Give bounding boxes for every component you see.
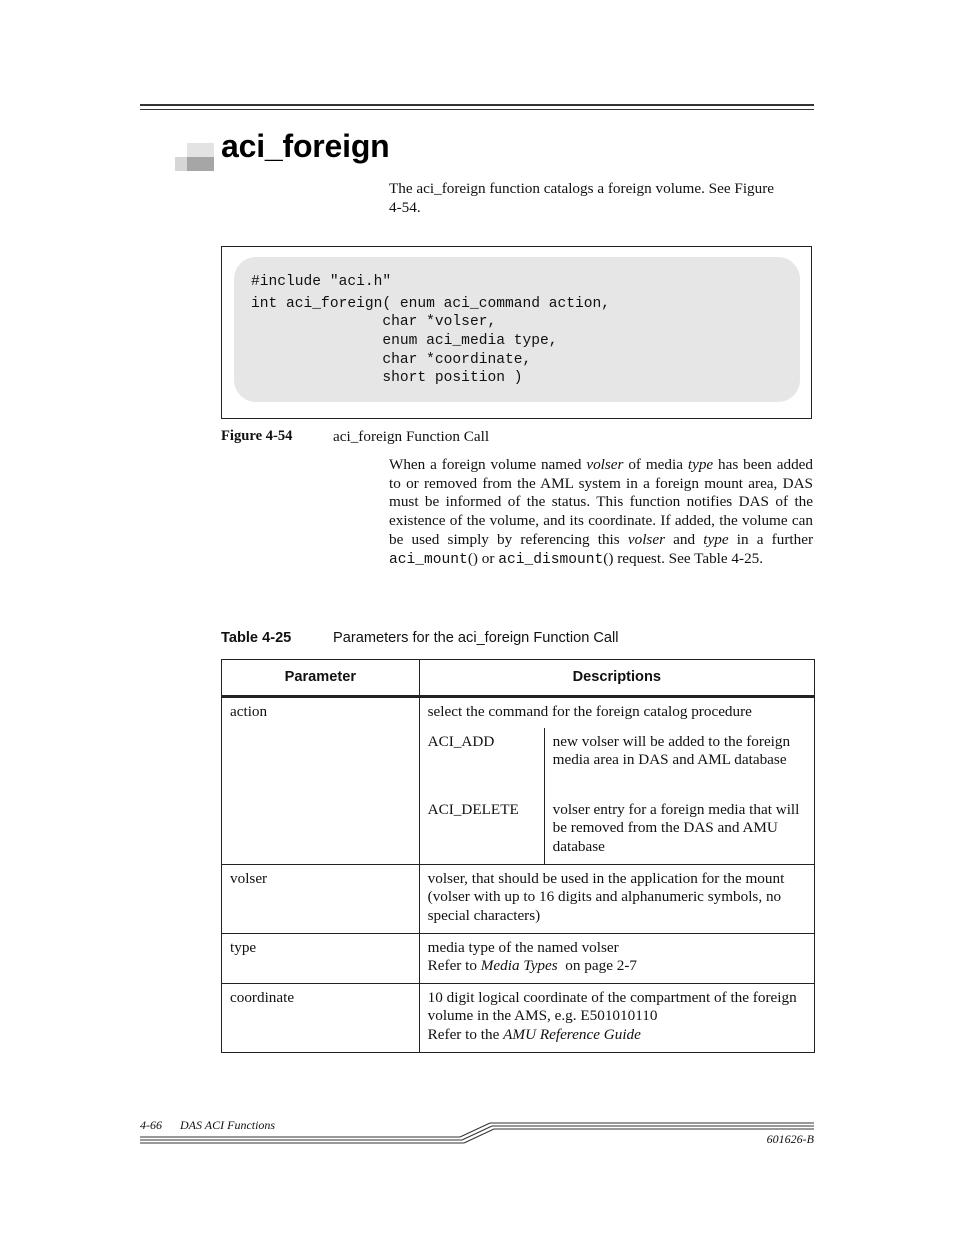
parameters-table xyxy=(221,659,815,1053)
code-line: short position ) xyxy=(251,370,523,386)
code-line: char *volser, xyxy=(251,314,497,330)
param-desc: media type of the named volser Refer to Media Types on page 2-7 xyxy=(427,939,637,975)
header-rule-thin xyxy=(140,109,814,110)
param-name: coordinate xyxy=(230,989,295,1006)
footer-rule-graphic xyxy=(140,1120,815,1148)
header-descriptions: Descriptions xyxy=(419,660,814,697)
intro-paragraph: The aci_foreign function catalogs a foreign volume. See Figure 4-54. xyxy=(389,180,775,216)
figure-label: Figure 4-54 xyxy=(221,428,293,444)
table-row xyxy=(222,697,815,865)
code-figure xyxy=(221,246,812,419)
option-name: ACI_ADD xyxy=(427,733,495,750)
term-type: type xyxy=(703,530,729,548)
section-marker-icon xyxy=(175,143,215,171)
option-desc: new volser will be added to the foreign media area in DAS and AML database xyxy=(552,733,791,769)
code-line: char *coordinate, xyxy=(251,352,532,368)
code-block xyxy=(234,257,800,402)
term-volser: volser xyxy=(627,530,665,548)
table-caption: Parameters for the aci_foreign Function Call xyxy=(333,630,619,646)
code-line: enum aci_media type, xyxy=(251,333,558,349)
param-name: action xyxy=(230,703,268,720)
code-line: #include "aci.h" xyxy=(251,274,392,290)
table-header-row xyxy=(222,660,815,697)
xref-media-types: Media Types xyxy=(480,957,558,975)
param-desc: 10 digit logical coordinate of the compartment of the foreign volume in the AMS, e.g. E501010110 Refer to the AMU Reference Guide xyxy=(427,989,797,1043)
body-paragraph: When a foreign volume named volser of media type has been added to or removed from the AML system in a foreign mount area, DAS must be informed of the status. This function notifies DAS of the existence of the volume, and its coordinate. If added, the volume can be used simply by referencing this volser and type in a further aci_mount() or aci_dismount() request. See Table 4-25. xyxy=(389,456,814,568)
footer-page-number: 4-66 xyxy=(140,1118,162,1132)
xref-amu-reference-guide: AMU Reference Guide xyxy=(503,1025,641,1043)
option-name: ACI_DELETE xyxy=(427,801,519,818)
code-line: int aci_foreign( enum aci_command action, xyxy=(251,296,611,312)
footer-doc-id: 601626-B xyxy=(766,1132,814,1146)
table-row xyxy=(222,984,815,1053)
param-desc: select the command for the foreign catalog procedure xyxy=(427,703,752,720)
term-volser: volser xyxy=(586,456,624,473)
param-name: type xyxy=(230,939,257,956)
code-aci-dismount: aci_dismount xyxy=(498,551,604,568)
action-subtable xyxy=(420,698,814,864)
param-desc: volser, that should be used in the application for the mount (volser with up to 16 digits and alphanumeric symbols, no special characters) xyxy=(427,870,785,924)
figure-caption: aci_foreign Function Call xyxy=(333,428,490,445)
option-desc: volser entry for a foreign media that will be removed from the DAS and AMU database xyxy=(552,801,800,855)
footer-chapter: DAS ACI Functions xyxy=(180,1118,276,1132)
table-label: Table 4-25 xyxy=(221,630,292,646)
header-rule-thick xyxy=(140,104,814,106)
table-row xyxy=(222,865,815,934)
param-name: volser xyxy=(230,870,268,887)
code-aci-mount: aci_mount xyxy=(389,551,468,568)
section-title: aci_foreign xyxy=(221,128,390,164)
header-parameter: Parameter xyxy=(222,660,420,697)
table-row xyxy=(222,934,815,984)
term-type: type xyxy=(687,456,714,473)
